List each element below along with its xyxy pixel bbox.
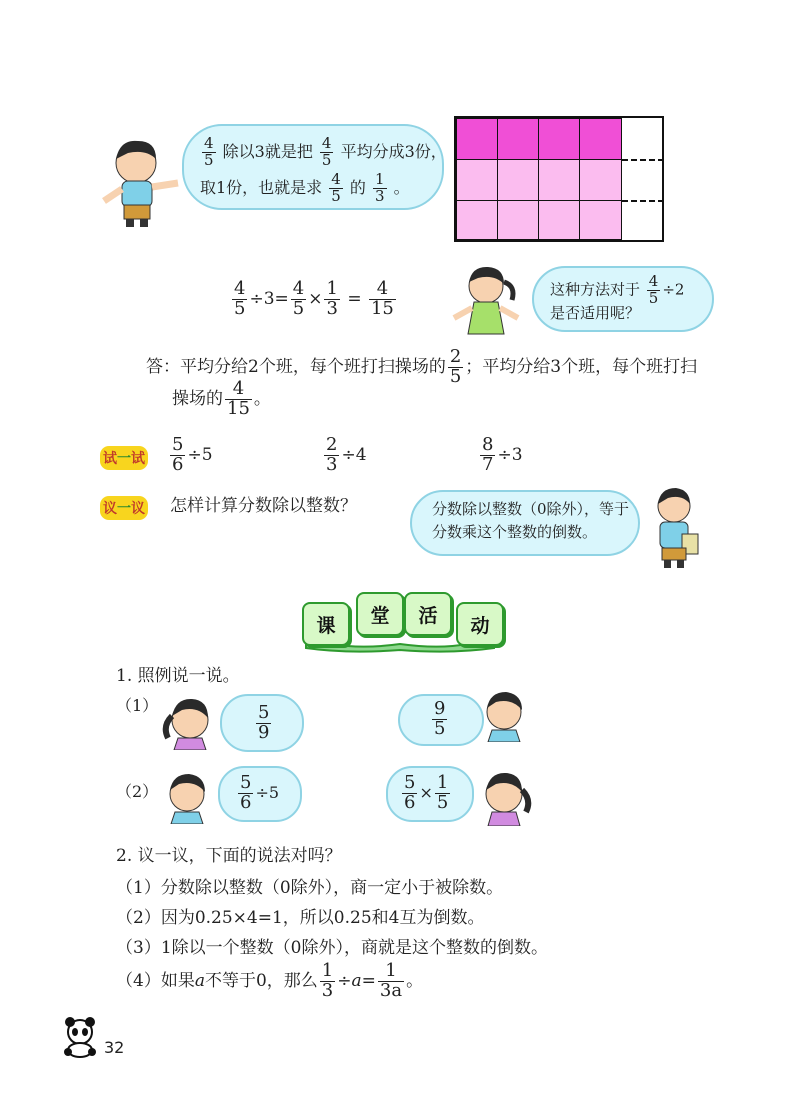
fraction: $\frac{1}{3a}$: [379, 960, 403, 1001]
fraction: $\frac{1}{3}$: [326, 278, 338, 319]
girl-face-icon: [478, 766, 534, 826]
bubble-line-2: 是否适用呢？: [550, 304, 641, 322]
fraction: $\frac{8}{7}$: [482, 434, 494, 475]
try-exercise-2: $\frac{2}{3}$ ÷4: [326, 434, 367, 475]
fraction: $\frac{9}{5}$: [434, 698, 446, 739]
speech-bubble-boy: [182, 124, 447, 210]
fraction-grid: [454, 116, 664, 242]
speech-bubble-rule: 分数除以整数（0除外），等于 分数乘这个整数的倒数。: [410, 490, 640, 556]
boy-face-icon: [480, 686, 528, 742]
question-1-title: 1. 照例说一说。: [116, 666, 240, 686]
bubble-q1-2: [398, 694, 484, 746]
activity-char: 活: [404, 592, 452, 636]
fraction: $\frac{4}{15}$: [370, 278, 394, 319]
bubble-q2-1: $\frac{5}{6}$ ÷5: [218, 766, 302, 822]
fraction: $\frac{1}{3}$: [375, 170, 385, 205]
grid-cell: [497, 159, 539, 201]
grid-cell: [497, 118, 539, 160]
boy-illustration: [98, 135, 188, 230]
fraction: $\frac{4}{5}$: [204, 134, 214, 169]
try-exercise-1: $\frac{5}{6}$ ÷5: [172, 434, 213, 475]
grid-divider-dashed: [622, 159, 664, 161]
fraction: $\frac{4}{5}$: [648, 272, 659, 307]
grid-cell: [579, 118, 622, 160]
boy-with-book-illustration: [644, 484, 708, 572]
girl-face-icon: [160, 690, 218, 750]
fraction: $\frac{5}{6}$: [172, 434, 184, 475]
speech-bubble-girl: [532, 266, 714, 332]
activity-char: 动: [456, 602, 504, 646]
fraction: $\frac{4}{5}$: [292, 278, 305, 319]
discuss-badge: 议一议: [100, 496, 148, 520]
panda-icon: [60, 1016, 100, 1058]
bubble-line-1: 这种方法对于 $\frac{4}{5}$ ÷2: [550, 272, 685, 307]
fraction: $\frac{5}{6}$: [240, 772, 252, 813]
grid-cell: [456, 159, 498, 201]
fraction: $\frac{4}{5}$: [331, 170, 341, 205]
fraction: $\frac{4}{5}$: [321, 134, 332, 169]
grid-cell: [456, 118, 498, 160]
fraction: $\frac{1}{3}$: [321, 960, 334, 1001]
page-number: 32: [104, 1038, 125, 1057]
grid-cell: [579, 159, 622, 201]
statement-3: （3）1除以一个整数（0除外），商就是这个整数的倒数。: [116, 938, 548, 958]
boy-face-icon: [162, 768, 212, 824]
statement-2: （2）因为0.25×4=1，所以0.25和4互为倒数。: [116, 908, 485, 928]
fraction: $\frac{2}{3}$: [326, 434, 338, 475]
main-equation: $\frac{4}{5}$ ÷3= $\frac{4}{5}$ × $\frac{1}{3}$ = $\frac{4}{15}$: [234, 278, 394, 319]
activity-char: 堂: [356, 592, 404, 636]
grid-cell: [456, 200, 498, 240]
try-exercise-3: $\frac{8}{7}$ ÷3: [482, 434, 523, 475]
fraction: $\frac{2}{5}$: [449, 346, 462, 387]
fraction: $\frac{4}{15}$: [227, 378, 250, 419]
fraction: $\frac{1}{5}$: [436, 772, 449, 813]
grid-cell: [538, 118, 580, 160]
grid-column-line: [621, 118, 622, 240]
statement-1: （1）分数除以整数（0除外），商一定小于被除数。: [116, 878, 504, 898]
discuss-question: 怎样计算分数除以整数？: [170, 496, 357, 516]
answer-line-2: 操场的 $\frac{4}{15}$ 。: [172, 378, 271, 419]
statement-4: （4）如果a不等于0，那么 $\frac{1}{3}$ ÷a= $\frac{1}{3a}$ 。: [116, 960, 424, 1001]
fraction: $\frac{4}{5}$: [234, 278, 246, 319]
bubble-line-1: $\frac{4}{5}$ 除以3就是把 $\frac{4}{5}$ 平均分成3份，: [204, 134, 447, 169]
label-1: （1）: [116, 696, 159, 715]
grid-cell: [497, 200, 539, 240]
label-2: （2）: [116, 782, 159, 801]
try-badge: 试一试: [100, 446, 148, 470]
bubble-line-2: 取1份，也就是求 $\frac{4}{5}$ 的 $\frac{1}{3}$ 。: [200, 170, 410, 205]
grid-cell: [538, 200, 580, 240]
question-2-title: 2. 议一议，下面的说法对吗？: [116, 846, 342, 866]
answer-line-1: 答：平均分给2个班，每个班打扫操场的 $\frac{2}{5}$ ；平均分给3个班，每个班打扫: [146, 346, 698, 387]
activity-char: 课: [302, 602, 350, 646]
grid-cell: [538, 159, 580, 201]
girl-illustration: [448, 262, 524, 338]
fraction: $\frac{5}{6}$: [404, 772, 416, 813]
bubble-q1-1: [220, 694, 304, 752]
grid-cell: [579, 200, 622, 240]
grid-divider-dashed: [622, 200, 664, 202]
bubble-q2-2: $\frac{5}{6}$ × $\frac{1}{5}$: [386, 766, 474, 822]
fraction: $\frac{5}{9}$: [258, 702, 270, 743]
